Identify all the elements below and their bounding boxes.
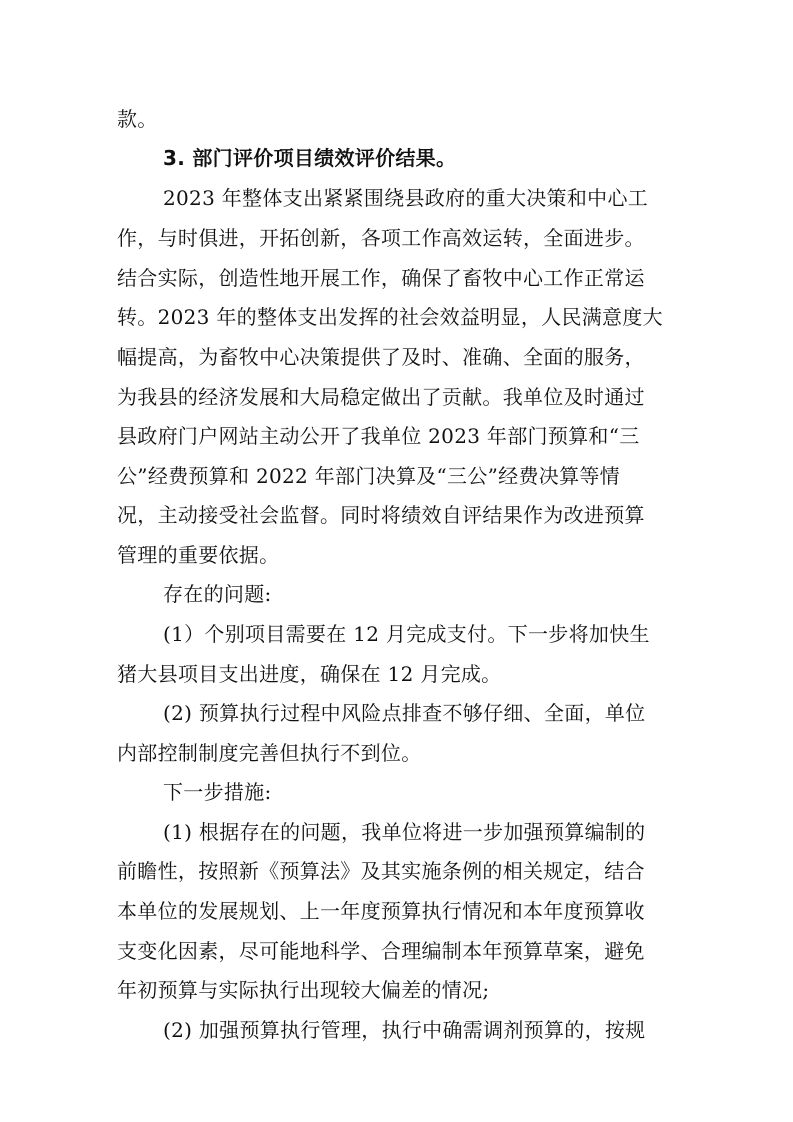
text-line: 结合实际，创造性地开展工作，确保了畜牧中心工作正常运 xyxy=(117,266,645,290)
text-line: 况，主动接受社会监督。同时将绩效自评结果作为改进预算 xyxy=(117,503,645,527)
text-line: (1) 根据存在的问题，我单位将进一步加强预算编制的 xyxy=(163,820,646,844)
text-line: 县政府门户网站主动公开了我单位 2023 年部门预算和“三 xyxy=(117,424,640,448)
text-line: (2) 预算执行过程中风险点排查不够仔细、全面，单位 xyxy=(163,701,646,725)
text-line: 2023 年整体支出紧紧围绕县政府的重大决策和中心工 xyxy=(163,186,649,210)
text-line: 管理的重要依据。 xyxy=(117,543,280,567)
text-line: 作，与时俱进，开拓创新，各项工作高效运转，全面进步。 xyxy=(117,226,645,250)
text-line: 内部控制制度完善但执行不到位。 xyxy=(117,741,422,765)
text-line: 幅提高，为畜牧中心决策提供了及时、准确、全面的服务， xyxy=(117,345,645,369)
text-line: (2) 加强预算执行管理，执行中确需调剂预算的，按规 xyxy=(163,1018,646,1042)
measures-heading: 下一步措施: xyxy=(163,780,272,804)
text-line: 转。2023 年的整体支出发挥的社会效益明显，人民满意度大 xyxy=(117,305,663,329)
section-heading: 3. 部门评价项目绩效评价结果。 xyxy=(163,146,457,170)
text-line: 公”经费预算和 2022 年部门决算及“三公”经费决算等情 xyxy=(117,464,620,488)
text-line: 年初预算与实际执行出现较大偏差的情况; xyxy=(117,978,490,1002)
text-line: 支变化因素，尽可能地科学、合理编制本年预算草案，避免 xyxy=(117,939,645,963)
text-line: 猪大县项目支出进度，确保在 12 月完成。 xyxy=(117,662,502,686)
text-line: 本单位的发展规划、上一年度预算执行情况和本年度预算收 xyxy=(117,899,645,923)
text-line: 为我县的经济发展和大局稳定做出了贡献。我单位及时通过 xyxy=(117,385,645,409)
text-line: 前瞻性，按照新《预算法》及其实施条例的相关规定，结合 xyxy=(117,859,645,883)
text-line: 款。 xyxy=(117,107,158,131)
text-line: (1）个别项目需要在 12 月完成支付。下一步将加快生 xyxy=(163,622,650,646)
problems-heading: 存在的问题: xyxy=(163,582,272,606)
